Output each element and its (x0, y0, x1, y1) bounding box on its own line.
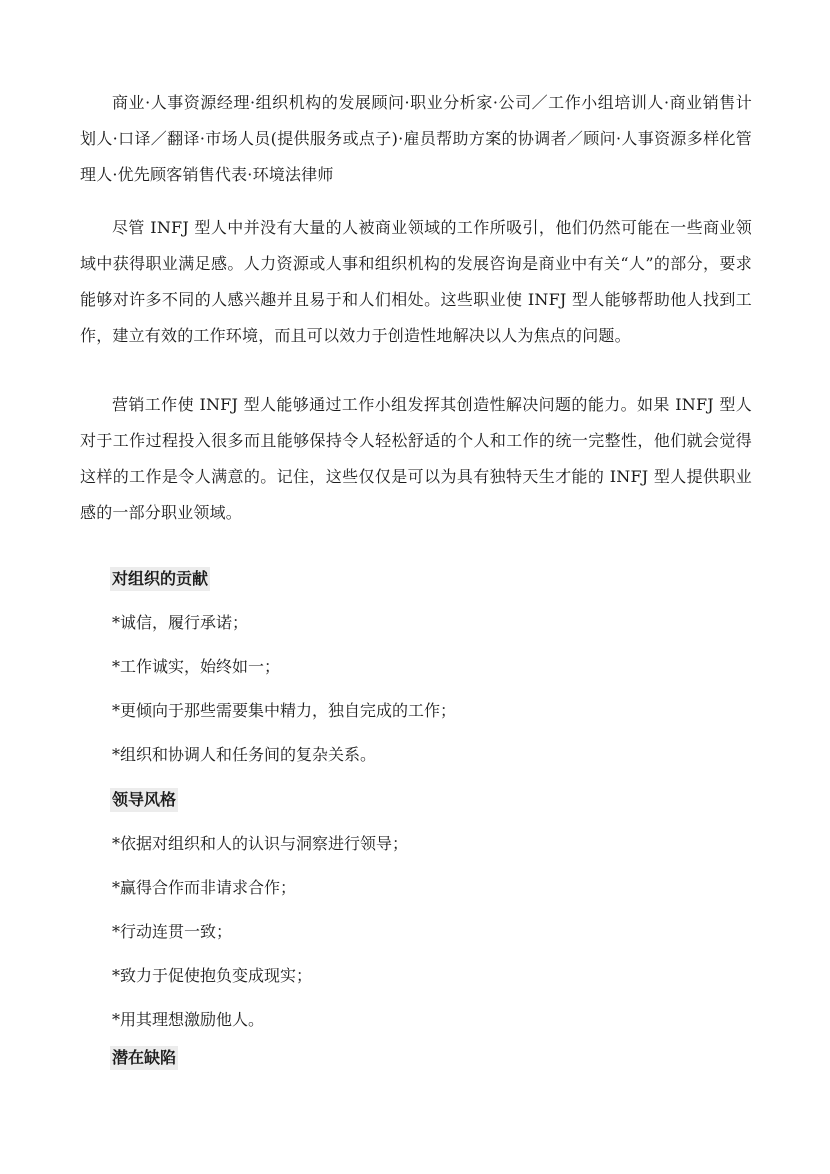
leadership-heading: 领导风格 (110, 788, 178, 812)
contribution-item: *组织和协调人和任务间的复杂关系。 (112, 745, 377, 764)
leadership-item: *赢得合作而非请求合作； (112, 878, 297, 897)
career-list-paragraph: 商业·人事资源经理·组织机构的发展顾问·职业分析家·公司／工作小组培训人·商业销售计划人·口译／翻译·市场人员(提供服务或点子)·雇员帮助方案的协调者／顾问·人事资源多样化管理人·优先顾客销售代表·环境法律师 (80, 93, 752, 184)
leadership-item: *依据对组织和人的认识与洞察进行领导； (112, 834, 409, 853)
contribution-item: *工作诚实，始终如一； (112, 657, 281, 676)
contribution-item: *更倾向于那些需要集中精力，独自完成的工作； (112, 701, 457, 720)
leadership-item: *用其理想激励他人。 (112, 1010, 265, 1029)
defects-heading: 潜在缺陷 (110, 1046, 178, 1070)
leadership-item: *行动连贯一致； (112, 922, 233, 941)
leadership-item: *致力于促使抱负变成现实； (112, 966, 313, 985)
business-field-paragraph: 尽管 INFJ 型人中并没有大量的人被商业领域的工作所吸引，他们仍然可能在一些商业领域中获得职业满足感。人力资源或人事和组织机构的发展咨询是商业中有关“人”的部分，要求能够对许多不同的人感兴趣并且易于和人们相处。这些职业使 INFJ 型人能够帮助他人找到工作，建立有效的工作环境，而且可以效力于创造性地解决以人为焦点的问题。 (80, 218, 752, 345)
contribution-item: *诚信，履行承诺； (112, 613, 249, 632)
marketing-paragraph: 营销工作使 INFJ 型人能够通过工作小组发挥其创造性解决问题的能力。如果 INFJ 型人对于工作过程投入很多而且能够保持令人轻松舒适的个人和工作的统一完整性，他们就会觉得这样的工作是令人满意的。记住，这些仅仅是可以为具有独特天生才能的 INFJ 型人提供职业感的一部分职业领域。 (80, 395, 752, 522)
contribution-heading: 对组织的贡献 (110, 567, 210, 591)
